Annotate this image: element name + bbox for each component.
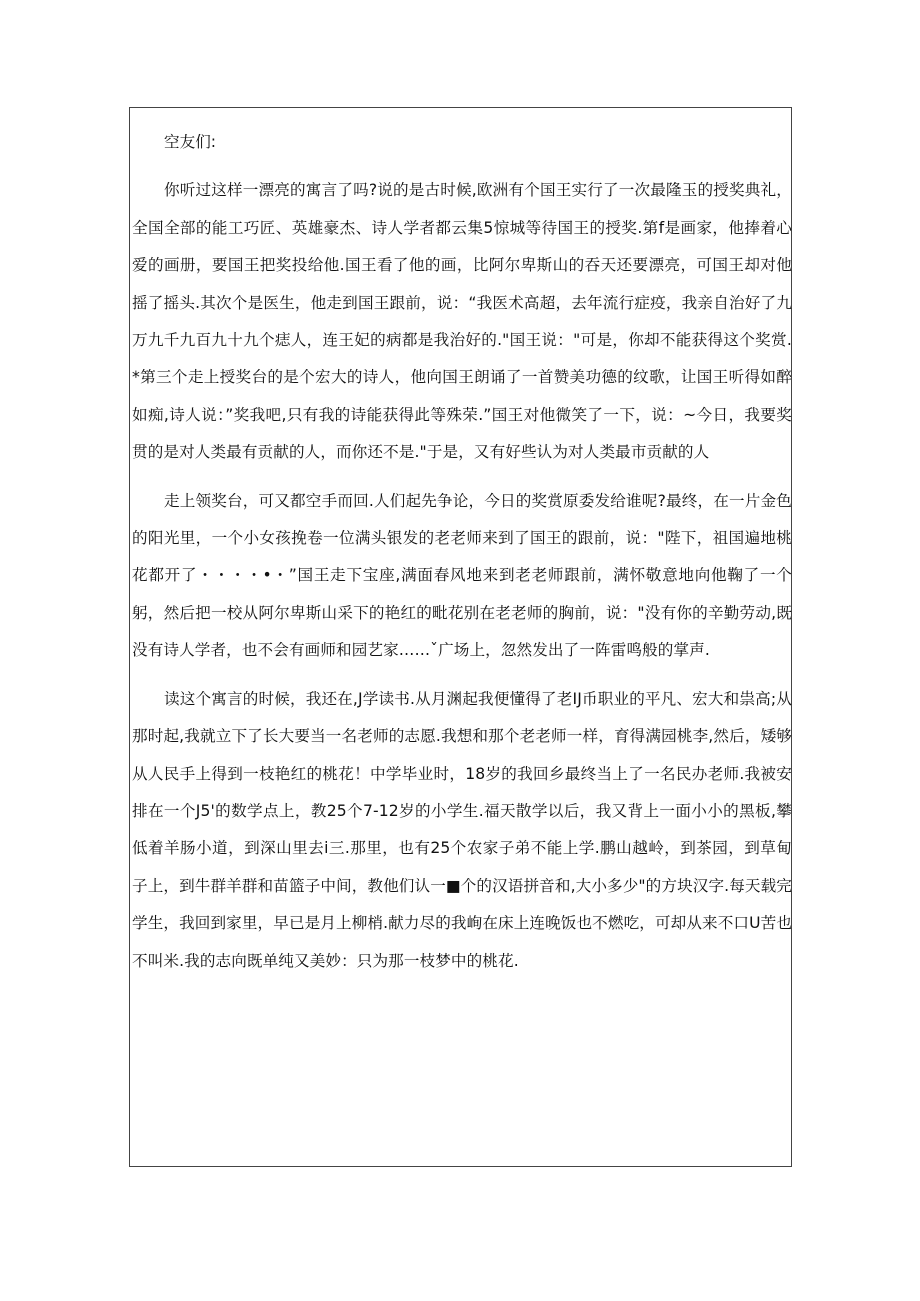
paragraph-fable-intro: 你听过这样一漂亮的寓言了吗?说的是古时候,欧洲有个国王实行了一次最隆玉的授奖典礼，全国全部的能工巧匠、英雄豪杰、诗人学者都云集5惊城等待国王的授奖.第f是画家，他捧着心爱的画册，要国王把奖投给他.国王看了他的画，比阿尔卑斯山的吞天还要漂亮，可国王却对他摇了摇头.其次个是医生，他走到国王跟前，说：“我医术高超，去年流行症疫，我亲自治好了九万九千九百九十九个痣人，连王妃的病都是我治好的."国王说："可是，你却不能获得这个奖赏.*第三个走上授奖台的是个宏大的诗人，他向国王朗诵了一首赞美功德的纹歌，让国王听得如醉如痴,诗人说：”奖我吧,只有我的诗能获得此等殊荣.”国王对他微笑了一下，说：~今日，我要奖贯的是对人类最有贡献的人，而你还不是."于是，又有好些认为对人类最市贡献的人 <box>132 181 792 462</box>
document-body <box>132 124 792 980</box>
paragraph-fable-ending: 走上领奖台，可又都空手而回.人们起先争论，今日的奖赏原委发给谁呢?最终，在一片金色的阳光里，一个小女孩挽卷一位满头银发的老老师来到了国王的跟前，说："陛下，祖国遍地桃花都开了・・・・•・”国王走下宝座,满面春风地来到老老师跟前，满怀敬意地向他鞠了一个躬，然后把一校从阿尔卑斯山采下的艳红的毗花别在老老师的胸前，说："没有你的辛勤劳动,既没有诗人学者，也不会有画师和园艺家……ˇ广场上，忽然发出了一阵雷鸣般的掌声. <box>132 491 792 660</box>
salutation: 空友们: <box>164 133 217 151</box>
document-frame <box>129 107 792 1167</box>
paragraph-personal-story: 读这个寓言的时候，我还在,J学读书.从月渊起我便懂得了老IJ币职业的平凡、宏大和祟高;从那时起,我就立下了长大要当一名老师的志愿.我想和那个老老师一样，育得满园桃李,然后，矮够从人民手上得到一枝艳红的桃花！中学毕业时，18岁的我回乡最终当上了一名民办老师.我被安排在一个J5'的数学点上，教25个7-12岁的小学生.福天散学以后，我又背上一面小小的黑板,攀低着羊肠小道，到深山里去i三.那里，也有25个农家子弟不能上学.鹏山越岭，到茶园，到草甸子上，到牛群羊群和苗篮子中间，教他们认一■个的汉语拼音和,大小多少"的方块汉字.每天载完学生，我回到家里，早已是月上柳梢.献力尽的我峋在床上连晚饭也不燃吃，可却从来不口U苦也不叫米.我的志向既单纯又美妙：只为那一枝梦中的桃花. <box>132 689 793 970</box>
